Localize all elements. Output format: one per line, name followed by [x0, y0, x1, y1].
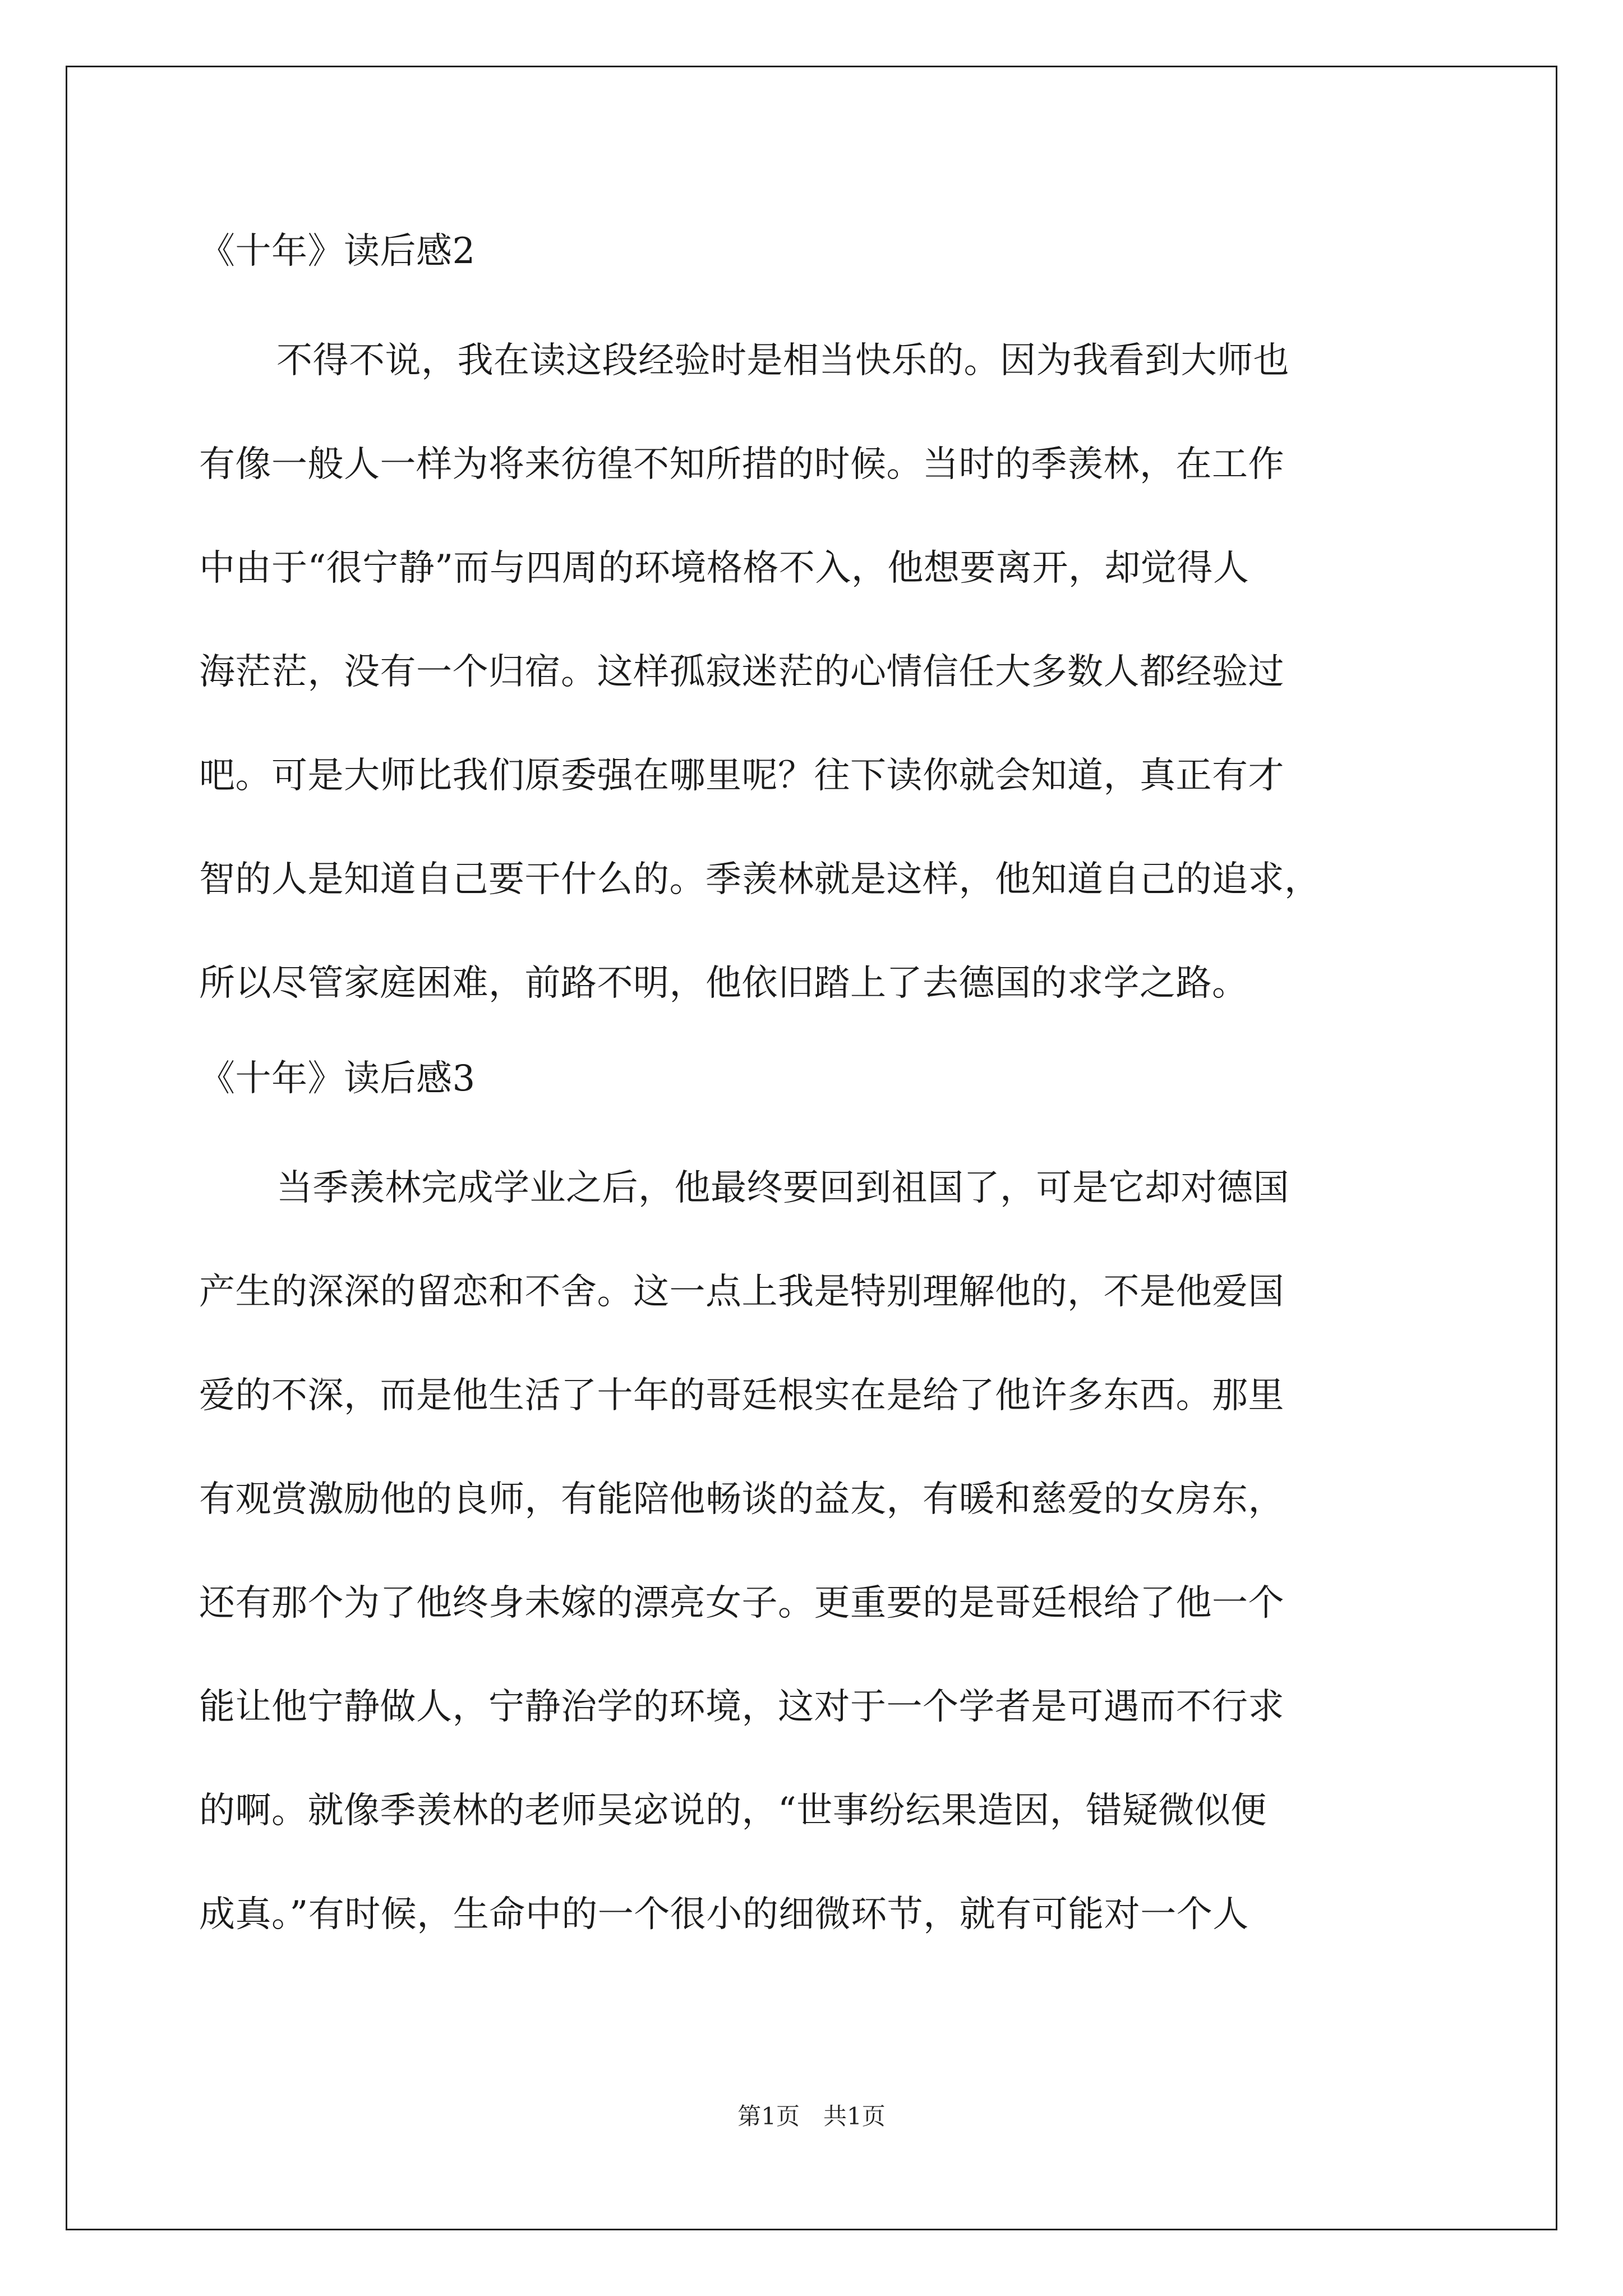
section-2-title: 《十年》读后感2: [199, 231, 476, 272]
section-3-paragraph-line: 当季羡林完成学业之后，他最终要回到祖国了，可是它却对德国: [276, 1167, 1289, 1209]
section-3-paragraph-line: 有观赏激励他的良师，有能陪他畅谈的益友，有暖和慈爱的女房东，: [199, 1479, 1284, 1520]
section-3-paragraph-line: 的啊。就像季羡林的老师吴宓说的，“世事纷纭果造因，错疑微似便: [199, 1790, 1267, 1832]
section-3-paragraph-line: 爱的不深，而是他生活了十年的哥廷根实在是给了他许多东西。那里: [199, 1375, 1284, 1416]
section-3-paragraph-line: 产生的深深的留恋和不舍。这一点上我是特别理解他的，不是他爱国: [199, 1271, 1284, 1313]
section-2-paragraph-line: 有像一般人一样为将来彷徨不知所措的时候。当时的季羡林，在工作: [199, 444, 1284, 485]
section-2-paragraph-line: 海茫茫，没有一个归宿。这样孤寂迷茫的心情信任大多数人都经验过: [199, 651, 1284, 693]
section-2-paragraph-line: 不得不说，我在读这段经验时是相当快乐的。因为我看到大师也: [276, 340, 1289, 381]
section-3-paragraph-line: 成真。”有时候，生命中的一个很小的细微环节，就有可能对一个人: [199, 1894, 1249, 1935]
section-3-title: 《十年》读后感3: [199, 1058, 476, 1099]
section-2-paragraph-line: 吧。可是大师比我们原委强在哪里呢？往下读你就会知道，真正有才: [199, 755, 1284, 797]
section-2-paragraph-line: 智的人是知道自己要干什么的。季羡林就是这样，他知道自己的追求，: [199, 859, 1321, 900]
section-2-paragraph-line: 所以尽管家庭困难，前路不明，他依旧踏上了去德国的求学之路。: [199, 963, 1248, 1004]
section-3-paragraph-line: 还有那个为了他终身未嫁的漂亮女子。更重要的是哥廷根给了他一个: [199, 1582, 1284, 1624]
page-number-footer: 第1页 共1页: [737, 2102, 886, 2130]
section-3-paragraph-line: 能让他宁静做人，宁静治学的环境，这对于一个学者是可遇而不行求: [199, 1686, 1284, 1728]
section-2-paragraph-line: 中由于“很宁静”而与四周的环境格格不入，他想要离开，却觉得人: [199, 547, 1249, 589]
